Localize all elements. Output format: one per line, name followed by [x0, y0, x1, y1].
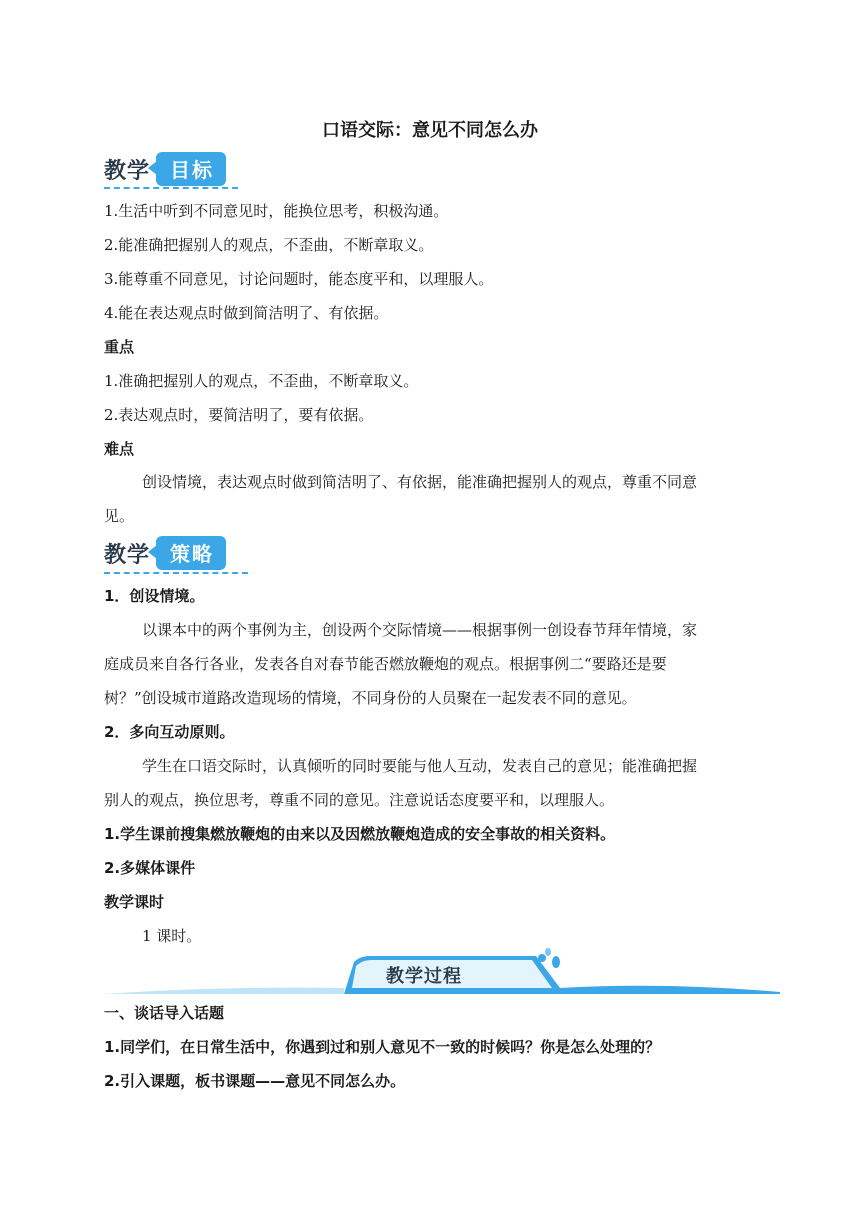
key-points-heading: 重点 — [104, 338, 135, 356]
goal-item: 4.能在表达观点时做到简洁明了、有依据。 — [104, 304, 389, 322]
badge-tag: 目标 — [156, 152, 226, 186]
key-point-item: 2.表达观点时，要简洁明了，要有依据。 — [104, 406, 374, 424]
goal-item: 2.能准确把握别人的观点，不歪曲，不断章取义。 — [104, 236, 434, 254]
strategy-text: 学生在口语交际时，认真倾听的同时要能与他人互动，发表自己的意见；能准确把握 — [142, 757, 698, 775]
process-item: 1.同学们，在日常生活中，你遇到过和别人意见不一致的时候吗？你是怎么处理的？ — [104, 1038, 661, 1056]
process-item: 2.引入课题，板书课题——意见不同怎么办。 — [104, 1072, 406, 1090]
strategy-text: 庭成员来自各行各业，发表各自对春节能否燃放鞭炮的观点。根据事例二“要路还是要 — [104, 655, 667, 673]
prep-item: 2.多媒体课件 — [104, 859, 196, 877]
process-label: 教学过程 — [386, 966, 462, 987]
strategy-heading: 2．多向互动原则。 — [104, 723, 235, 741]
strategy-text: 别人的观点，换位思考，尊重不同的意见。注意说话态度要平和，以理服人。 — [104, 791, 615, 809]
strategy-text: 树？”创设城市道路改造现场的情境，不同身份的人员聚在一起发表不同的意见。 — [104, 689, 637, 707]
section-badge-goals — [104, 152, 226, 186]
goal-item: 3.能尊重不同意见，讨论问题时，能态度平和，以理服人。 — [104, 270, 494, 288]
process-banner — [104, 948, 780, 1000]
badge-lead: 教学 — [104, 542, 151, 568]
badge-tag: 策略 — [156, 536, 226, 570]
hours-text: 1 课时。 — [142, 927, 202, 945]
badge-underline — [104, 572, 248, 574]
key-point-item: 1.准确把握别人的观点，不歪曲，不断章取义。 — [104, 372, 419, 390]
prep-item: 1.学生课前搜集燃放鞭炮的由来以及因燃放鞭炮造成的安全事故的相关资料。 — [104, 825, 616, 843]
difficulty-text: 见。 — [104, 507, 135, 525]
strategy-text: 以课本中的两个事例为主，创设两个交际情境——根据事例一创设春节拜年情境，家 — [142, 621, 698, 639]
difficulty-text: 创设情境，表达观点时做到简洁明了、有依据，能准确把握别人的观点，尊重不同意 — [142, 473, 698, 491]
process-section-heading: 一、谈话导入话题 — [104, 1004, 225, 1022]
goal-item: 1.生活中听到不同意见时，能换位思考，积极沟通。 — [104, 202, 449, 220]
page-title: 口语交际：意见不同怎么办 — [322, 120, 538, 141]
badge-lead: 教学 — [104, 158, 151, 184]
difficulty-heading: 难点 — [104, 440, 135, 458]
hours-heading: 教学课时 — [104, 893, 165, 911]
badge-underline — [104, 187, 238, 189]
section-badge-strategy — [104, 536, 226, 570]
strategy-heading: 1．创设情境。 — [104, 587, 205, 605]
